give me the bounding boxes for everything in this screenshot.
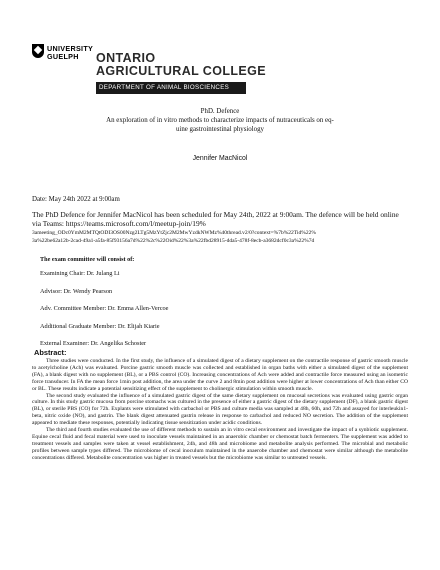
- abstract-paragraph: Three studies were conducted. In the first study, the influence of a simulated digest of a dietary supplement on the contractile response of gastric smooth muscle to acetylcholine (Ach) was evaluated. Porcine gastric smooth muscle was collected and established in organ baths with either a simulated digest of the supplement (FA), a blank digest with no supplement (BL), or a PBS control (CO). Increasing concentrations of Ach were added and contractile force measured using an isometric force transducer. In FA the mean force 1min post addition, the area under the curve 2 and 8min post addition were higher at lower concentrations of Ach than either CO or BL. These results indicate a potential sensitizing effect of the supplement to cholinergic stimulation within smooth muscle.: [32, 358, 408, 392]
- college-name: [96, 52, 266, 78]
- teams-link-part-3[interactable]: 3a%22be62a12b-2cad-49a1-a5fa-85f93156a7d%22%2c%22Oid%22%3a%22fbd28915-dda5-478f-8ecb-a3682dcf0c3a%22%7d: [32, 238, 315, 245]
- committee-list: [40, 270, 400, 358]
- college-line-1: ONTARIO: [96, 51, 156, 65]
- teams-link-part-1[interactable]: https://teams.microsoft.com/l/meetup-join/19%: [65, 219, 206, 229]
- abstract-paragraph: The second study evaluated the influence of a simulated gastric digest of the same dietary supplement on mucosal secretions was evaluated using gastric organ culture. In this study gastric mucosa from porcine stomachs was cultured in the presence of either a gastric digest of the dietary supplement (DF), a blank gastric digest (BL), or sterile PBS (CO) for 72h. Explants were stimulated with carbachol or PBS and culture media was sampled at 48h, 60h, and 72h and assayed for interleukin1-beta, nitric oxide (NO), and gastrin. The blank digest attenuated gastrin release in response to carbachol and reduced NO secretion. The addition of the supplement appeared to mediate these responses, potentially indicating tissue sensitization under acidic conditions.: [32, 392, 408, 427]
- committee-member: Examining Chair: Dr. Julang Li: [40, 270, 120, 277]
- logo-line-1: UNIVERSITY: [47, 44, 94, 53]
- shield-icon: [32, 44, 44, 58]
- abstract-body: [32, 358, 408, 462]
- department-bar: DEPARTMENT OF ANIMAL BIOSCIENCES: [96, 82, 246, 94]
- committee-member: Adv. Committee Member: Dr. Emma Allen-Vercoe: [40, 305, 169, 313]
- author-name: Jennifer MacNicol: [192, 155, 248, 162]
- abstract-heading: Abstract:: [34, 348, 67, 357]
- teams-link-part-2[interactable]: 3ameeting_ODc0YmM2MTQtODI3OS00Nzg2LTg5MzYtZjc2M2MwYzdkNWMz%40thread.v2/0?context=%7b%22Tid%22%: [32, 229, 316, 236]
- thesis-title-line-1: An exploration of in vitro methods to characterize impacts of nutraceuticals on eq-: [106, 116, 334, 124]
- committee-heading: The exam committee will consist of:: [40, 256, 135, 263]
- college-line-2: AGRICULTURAL COLLEGE: [96, 64, 267, 78]
- header: [32, 44, 408, 100]
- thesis-title-line-2: uine gastrointestinal physiology: [175, 125, 265, 133]
- committee-member: Additional Graduate Member: Dr. Elijah Kiarie: [40, 322, 160, 330]
- logo-line-2: GUELPH: [47, 52, 79, 61]
- announcement: [32, 210, 408, 245]
- date-line: Date: May 24th 2022 at 9:00am: [32, 196, 120, 203]
- committee-member: Advisor: Dr. Wendy Pearson: [40, 287, 113, 295]
- announcement-text: The PhD Defence for Jennifer MacNicol has been scheduled for May 24th, 2022 at 9:00am. The defence will be held online via Teams:: [32, 210, 399, 229]
- defence-heading: PhD. Defence: [200, 108, 240, 115]
- abstract-paragraph: The third and fourth studies evaluated the use of different methods to sustain an in vitro cecal environment and investigate the impact of a synbiotic supplement. Equine cecal fluid and fecal material were used to inoculate vessels maintained in an anaerobic chamber or chemostat batch fermenters. The supplement was added to treatment vessels and samples were taken at vessel establishment, 24h, and 48h and microbiome and metabolite analysis performed. The microbial and metabolic profiles between sample types differed. The microbiome of cecal inoculum maintained in the anaerobe chamber and chemostat were similar although the metabolite concentrations differed. Metabolite concentration was higher in treated vessels but the microbiome was similar to untreated vessels.: [32, 427, 408, 461]
- committee-member: External Examiner: Dr. Angelika Schoster: [40, 340, 147, 348]
- university-logo: [32, 44, 94, 88]
- defence-title-block: [60, 108, 380, 134]
